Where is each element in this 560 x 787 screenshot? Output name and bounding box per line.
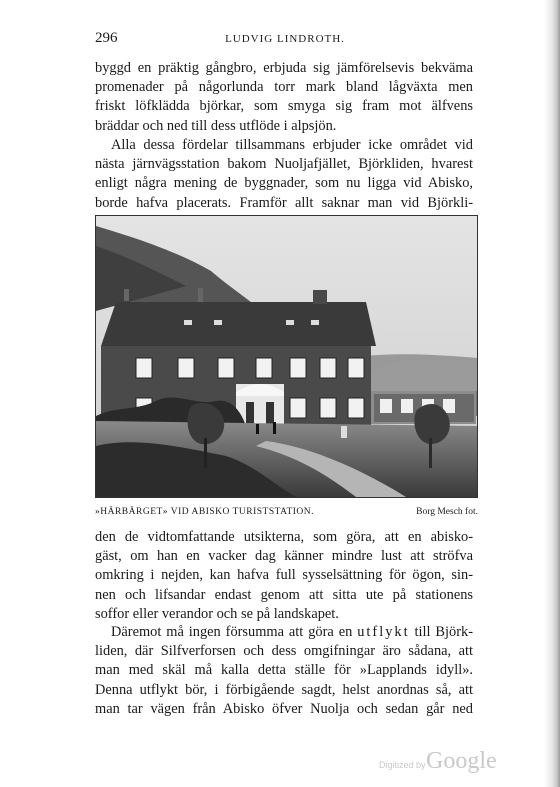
watermark-prefix: Digitized by <box>379 760 426 770</box>
text-line: Denna utflykt bör, i förbigående sagdt, helst anordnas så, att <box>95 681 473 698</box>
text-line: nästa järnvägsstation bakom Nuoljafjället, Björkliden, hvarest <box>95 156 473 173</box>
text-line: liden, där Silfverforsen och dess omgifningar äro sådana, att <box>95 643 473 660</box>
running-title: LUDVIG LINDROTH. <box>225 33 345 45</box>
page-header <box>95 30 475 50</box>
text-line: man tar vägen från Abisko öfver Nuolja och sedan går ned <box>95 700 473 717</box>
text-line: bräddar och ned till dess utflöde i alpsjön. <box>95 117 337 134</box>
paragraph-3 <box>95 528 473 624</box>
text-line: enligt några mening de byggnader, som nu ligga vid Abisko, <box>95 175 473 192</box>
photo-credit: Borg Mesch fot. <box>416 507 478 517</box>
text-line: den de vidtomfattande utsikterna, som göra, att en abisko- <box>95 529 473 545</box>
photo-illustration <box>96 216 477 497</box>
text-line: man med skäl må kalla detta ställe för »Lapplands idyll». <box>95 662 473 679</box>
text-line <box>95 623 473 642</box>
text-line: byggd en präktig gångbro, erbjuda sig jämförelsevis bekväma <box>95 60 473 76</box>
text-line: gäst, om han en vacker dag känner mindre lust att ströfva <box>95 548 473 565</box>
figure-caption <box>95 507 478 521</box>
text-line: friskt löfklädda björkar, som smyga sig fram mot älfvens <box>95 98 473 115</box>
paragraph-1 <box>95 59 473 136</box>
text-line: nen och lifsandar endast genom att sitta ute på stationens <box>95 586 473 603</box>
text-line: borde hafva placerats. Framför allt saknar man vid Björkli- <box>95 194 473 211</box>
text-line: Alla dessa fördelar tillsammans erbjuder icke området vid <box>111 137 473 153</box>
digitized-watermark <box>379 748 499 776</box>
caption-title: »HÄRBÄRGET» VID ABISKO TURISTSTATION. <box>95 507 315 517</box>
text-segment: till Björk- <box>409 624 473 640</box>
spaced-emphasis: utflykt <box>357 624 410 640</box>
text-line: soffor eller verandor och se på landskapet. <box>95 605 339 622</box>
paragraph-2 <box>95 136 473 213</box>
text-line: omkring i nejden, kan hafva full sysselsättning för ögon, sin- <box>95 567 473 584</box>
paragraph-4 <box>95 623 473 719</box>
google-logo: Google <box>426 748 497 774</box>
photograph-harbarget <box>95 215 478 498</box>
text-line: promenader på någorlunda torr mark bland lågväxta men <box>95 79 473 96</box>
book-spine-shadow <box>520 0 560 787</box>
text-segment: Däremot må ingen försumma att göra en <box>111 624 358 640</box>
page-number: 296 <box>95 30 118 46</box>
